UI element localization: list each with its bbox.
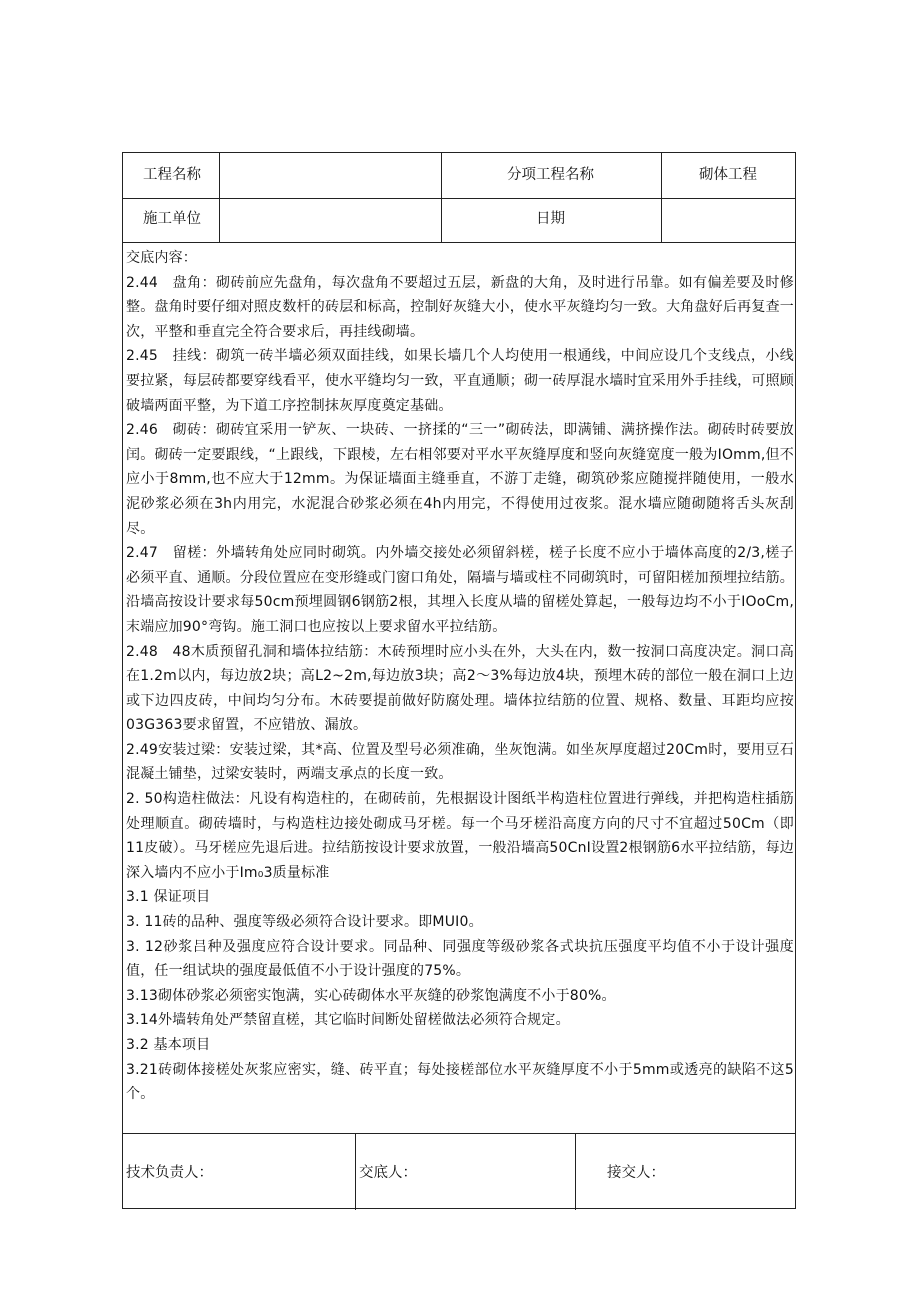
column-divider	[219, 153, 220, 242]
discloser-label: 交底人：	[359, 1165, 417, 1181]
subitem-value[interactable]: 砌体工程	[699, 167, 757, 183]
content-heading: 交底内容：	[126, 250, 197, 266]
content-paragraph: 2.46 砌砖：砌砖宜采用一铲灰、一块砖、一挤揉的“三一”砌砖法，即满铺、满挤操作法。砌砖时砖要放闰。砌砖一定要跟线，“上跟线，下跟棱，左右相邻要对平水平灰缝厚度和竖向灰缝宽度一般为IOmm,但不应小于8mm,也不应大于12mm。为保证墙面主缝垂直，不游丁走缝，砌筑砂浆应随搅拌随使用，一般水泥砂浆必须在3h内用完，水泥混合砂浆必须在4h内用完，不得使用过夜浆。混水墙应随砌随将舌头灰刮尽。	[126, 422, 794, 537]
receiver-label: 接交人：	[607, 1165, 665, 1181]
content-paragraph: 2. 50构造柱做法：凡设有构造柱的，在砌砖前，先根据设计图纸半构造柱位置进行弹线，并把构造柱插筋处理顺直。砌砖墙时，与构造柱边接处砌成马牙槎。每一个马牙槎沿高度方向的尺寸不宜超过50Cm（即11皮破）。马牙槎应先退后进。拉结筋按设计要求放置，一般沿墙高50CnI设置2根钢筋6水平拉结筋，每边深入墙内不应小于Im₀3质量标准	[126, 791, 794, 881]
row-divider	[123, 1133, 795, 1134]
content-paragraph: 2.49安装过梁：安装过梁，其*高、位置及型号必须准确，坐灰饱满。如坐灰厚度超过20Cm时，要用豆石混凝土铺垫，过梁安装时，两端支承点的长度一致。	[126, 741, 794, 783]
content-paragraph: 3.13砌体砂浆必须密实饱满，实心砖砌体水平灰缝的砂浆饱满度不小于80%。	[126, 987, 616, 1004]
content-paragraph: 3. 12砂浆吕种及强度应符合设计要求。同品种、同强度等级砂浆各式块抗压强度平均值不小于设计强度值，任一组试块的强度最低值不小于设计强度的75%。	[126, 938, 794, 980]
disclosure-form-table	[122, 152, 796, 1209]
subitem-label: 分项工程名称	[507, 167, 594, 183]
project-name-label: 工程名称	[143, 167, 201, 183]
disclosure-content	[126, 246, 794, 1107]
content-paragraph: 3.14外墙转角处严禁留直槎，其它临时间断处留槎做法必须符合规定。	[126, 1012, 570, 1029]
section-heading: 3.2 基本项目	[126, 1037, 211, 1053]
section-heading: 3.1 保证项目	[126, 889, 211, 906]
column-divider	[661, 153, 662, 242]
tech-lead-label: 技术负责人：	[126, 1165, 213, 1181]
content-paragraph: 2.44 盘角：砌砖前应先盘角，每次盘角不要超过五层，新盘的大角，及时进行吊靠。如有偏差要及时修整。盘角时要仔细对照皮数杆的砖层和标高，控制好灰缝大小，使水平灰缝均匀一致。大角盘好后再复查一次，平整和垂直完全符合要求后，再挂线砌墙。	[126, 274, 794, 340]
content-paragraph: 2.45 挂线：砌筑一砖半墙必须双面挂线，如果长墙几个人均使用一根通线，中间应设几个支线点，小线要拉紧，每层砖都要穿线看平，使水平缝均匀一致，平直通顺；砌一砖厚混水墙时宜采用外手挂线，可照顾破墙两面平整，为下道工序控制抹灰厚度奠定基础。	[126, 348, 794, 414]
construction-unit-label: 施工单位	[143, 211, 201, 227]
content-paragraph: 2.48 48木质预留孔洞和墙体拉结筋：木砖预埋时应小头在外，大头在内，数一按洞口高度决定。洞口高在1.2m以内，每边放2块；高L2~2m,每边放3块；高2～3%每边放4块，预埋木砖的部位一般在洞口上边或下边四皮砖，中间均匀分布。木砖要提前做好防腐处理。墙体拉结筋的位置、规格、数量、耳距均应按03G363要求留置，不应错放、漏放。	[126, 643, 794, 734]
content-paragraph: 2.47 留槎：外墙转角处应同时砌筑。内外墙交接处必须留斜槎，槎子长度不应小于墙体高度的2/3,槎子必须平直、通顺。分段位置应在变形缝或门窗口角处，隔墙与墙或柱不同砌筑时，可留阳槎加预埋拉结筋。沿墙高按设计要求每50cm预埋圆钢6钢筋2根，其埋入长度从墙的留槎处算起，一般每边均不小于IOoCm,末端应加90°弯钩。施工洞口也应按以上要求留水平拉结筋。	[126, 545, 794, 635]
row-divider	[123, 198, 795, 199]
column-divider	[355, 1133, 356, 1210]
content-paragraph: 3.21砖砌体接槎处灰浆应密实，缝、砖平直；每处接槎部位水平灰缝厚度不小于5mm或透亮的缺陷不这5个。	[126, 1061, 794, 1103]
column-divider	[575, 1133, 576, 1210]
content-paragraph: 3. 11砖的品种、强度等级必须符合设计要求。即MUI0。	[126, 914, 483, 931]
row-divider	[123, 242, 795, 243]
column-divider	[441, 153, 442, 242]
date-label: 日期	[536, 211, 565, 227]
